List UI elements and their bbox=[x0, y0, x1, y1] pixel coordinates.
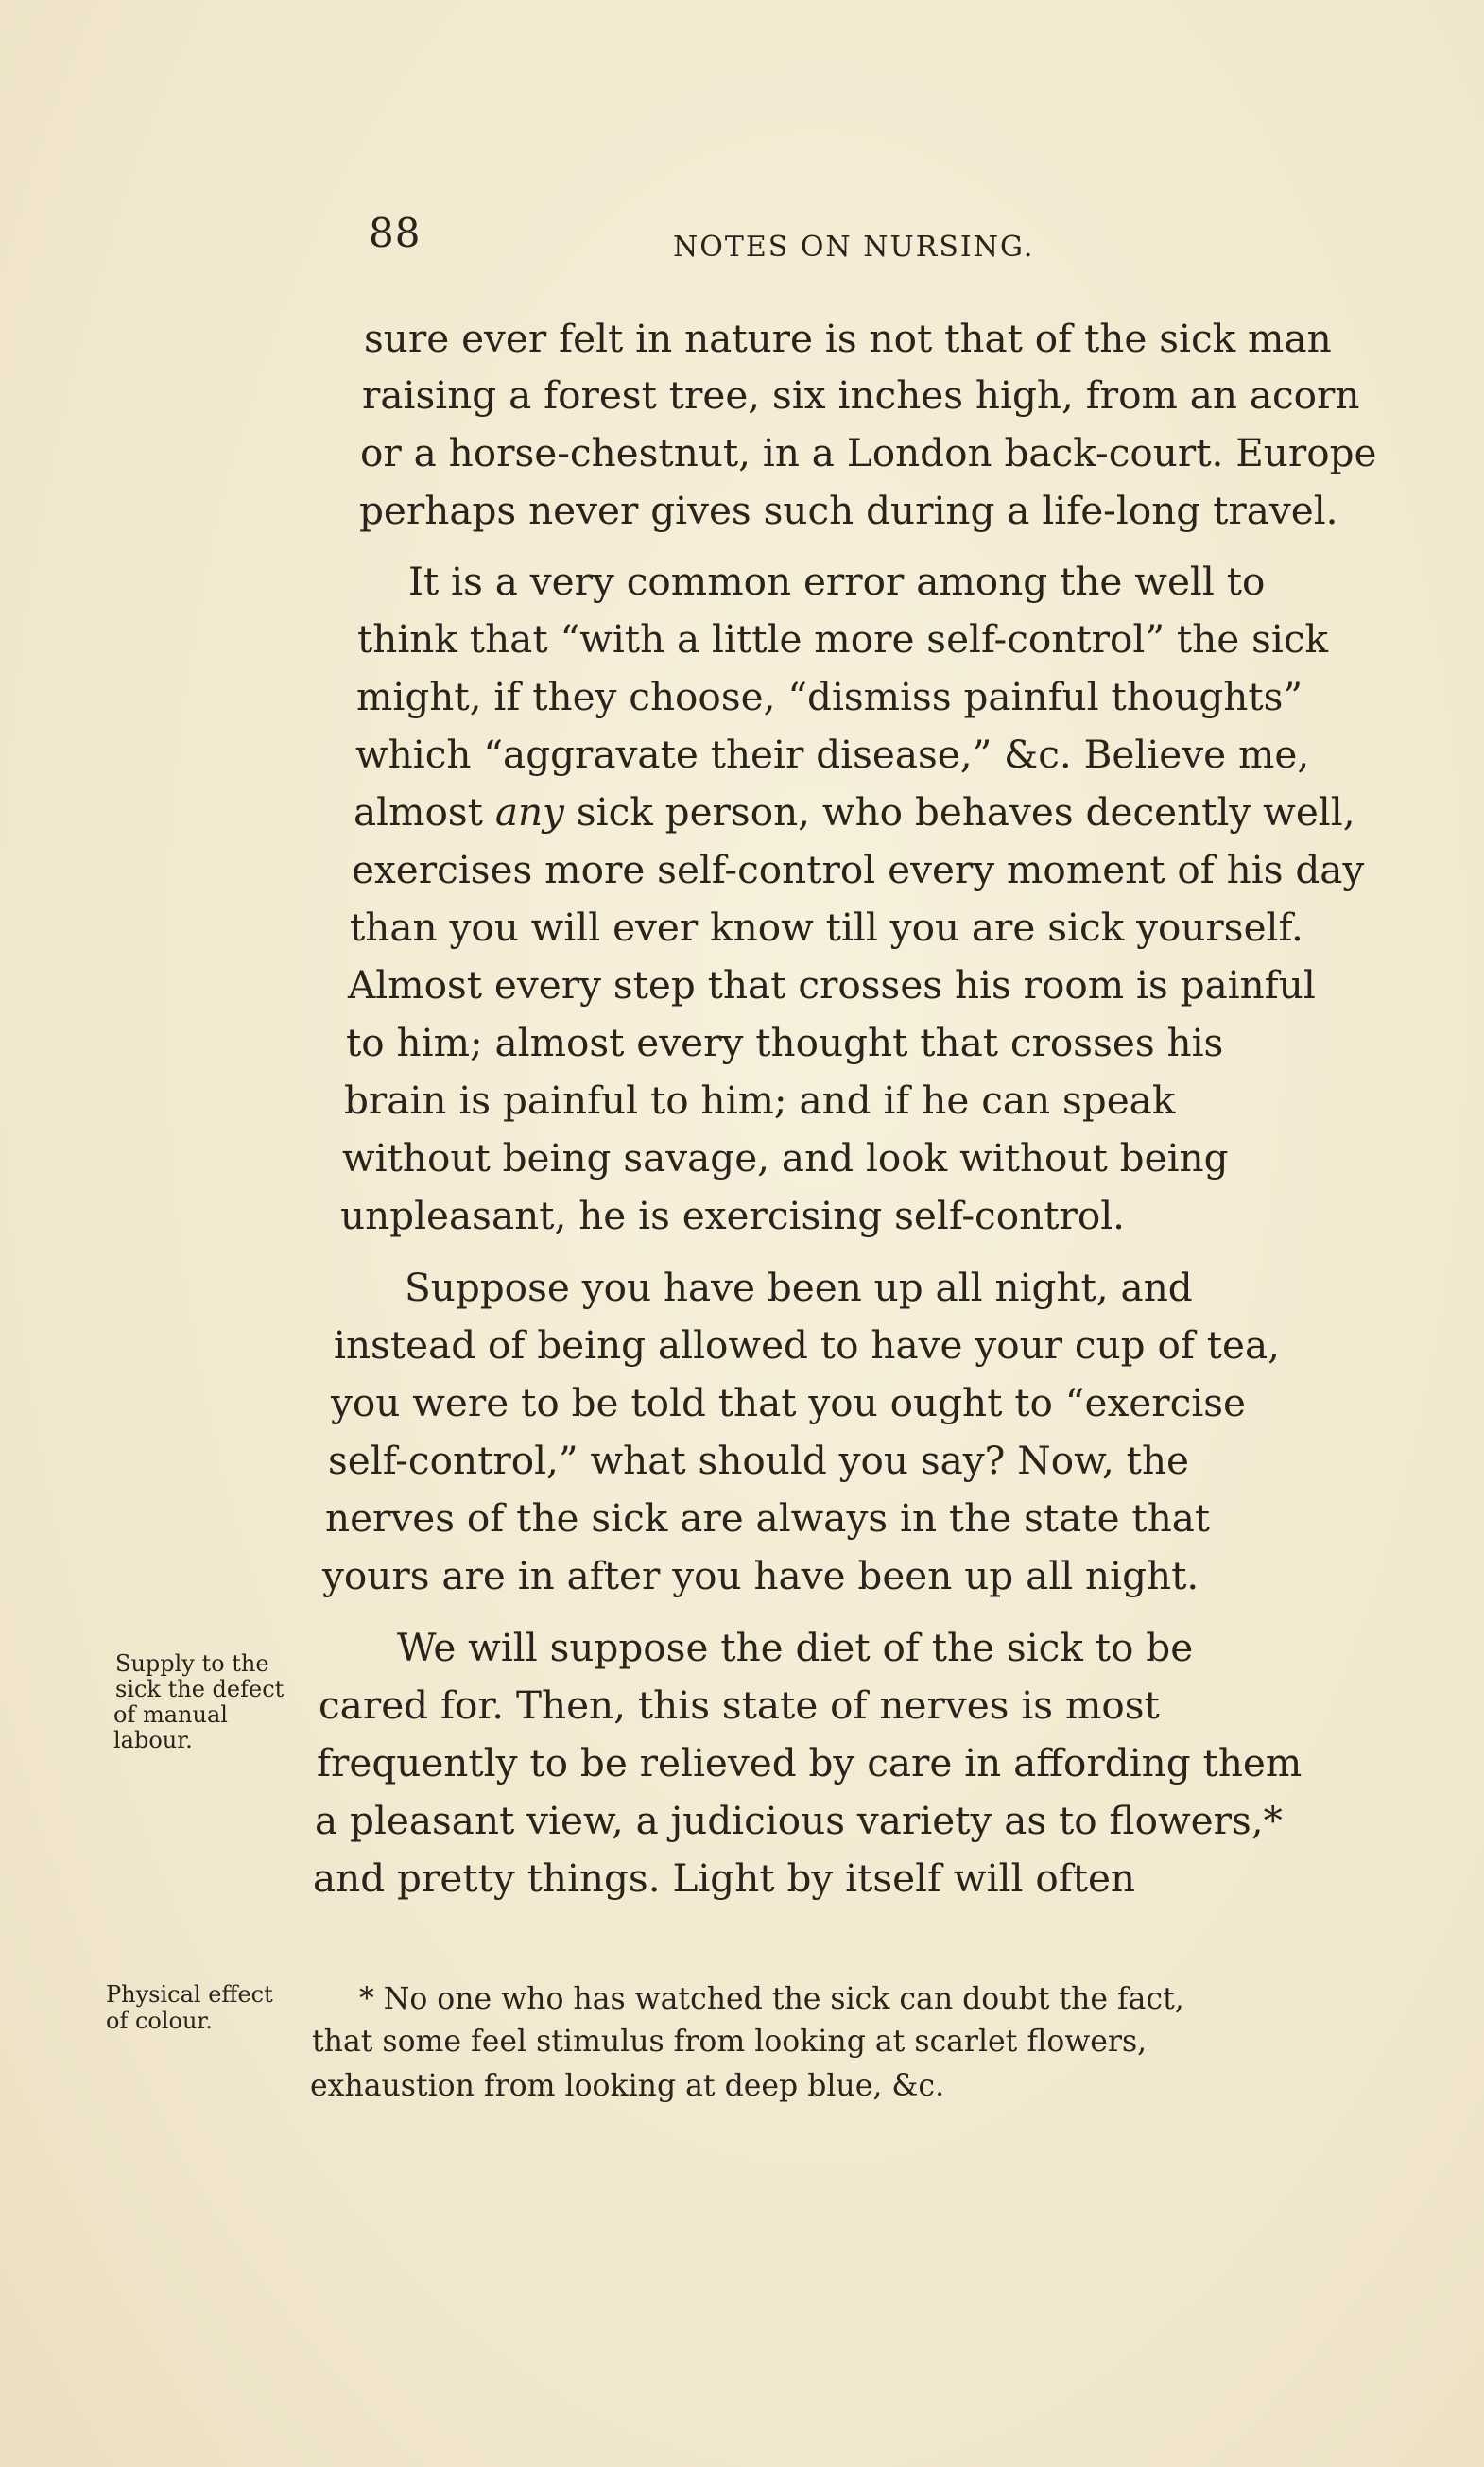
running-title: NOTES ON NURSING. bbox=[673, 231, 1035, 264]
body-line: cared for. Then, this state of nerves is most bbox=[319, 1682, 1160, 1728]
body-line: perhaps never gives such during a life-long travel. bbox=[359, 488, 1338, 533]
body-line: brain is painful to him; and if he can speak bbox=[344, 1078, 1176, 1123]
body-line: to him; almost every thought that crosses his bbox=[346, 1020, 1224, 1065]
body-line: and pretty things. Light by itself will often bbox=[313, 1855, 1136, 1901]
body-line: Almost every step that crosses his room is painful bbox=[348, 962, 1316, 1008]
emphasis-text: any bbox=[494, 789, 564, 835]
body-line: without being savage, and look without being bbox=[342, 1135, 1229, 1181]
body-line: or a horse-chestnut, in a London back-court. Europe bbox=[360, 430, 1377, 475]
body-line: unpleasant, he is exercising self-control. bbox=[340, 1193, 1126, 1238]
body-line: self-control,” what should you say? Now, the bbox=[328, 1438, 1190, 1483]
body-line: which “aggravate their disease,” &c. Believe me, bbox=[355, 732, 1310, 777]
body-line: Suppose you have been up all night, and bbox=[405, 1265, 1193, 1310]
body-line: than you will ever know till you are sick yourself. bbox=[350, 905, 1303, 950]
body-line: sure ever felt in nature is not that of the sick man bbox=[364, 316, 1332, 361]
page-header bbox=[369, 210, 1068, 267]
body-line: exercises more self-control every moment of his day bbox=[352, 847, 1365, 892]
body-line: might, if they choose, “dismiss painful thoughts” bbox=[356, 674, 1303, 719]
sidenote-line: of manual bbox=[113, 1701, 228, 1728]
body-line: raising a forest tree, six inches high, from an acorn bbox=[362, 372, 1360, 418]
sidenote-line: Physical effect bbox=[106, 1981, 273, 2008]
footnote-line: that some feel stimulus from looking at scarlet flowers, bbox=[312, 2025, 1148, 2059]
sidenote-line: labour. bbox=[113, 1727, 193, 1753]
page-number: 88 bbox=[369, 210, 422, 256]
body-line: think that “with a little more self-control” the sick bbox=[357, 616, 1329, 662]
body-line bbox=[354, 789, 1355, 835]
sidenote-line: of colour. bbox=[106, 2008, 213, 2034]
footnote-line: * No one who has watched the sick can doubt the fact, bbox=[359, 1982, 1184, 2016]
body-line: nerves of the sick are always in the state that bbox=[325, 1495, 1211, 1541]
sidenote-line: Supply to the bbox=[115, 1650, 269, 1677]
body-line: you were to be told that you ought to “exercise bbox=[331, 1380, 1247, 1425]
body-line: We will suppose the diet of the sick to be bbox=[397, 1625, 1194, 1670]
body-line: a pleasant view, a judicious variety as to flowers,* bbox=[315, 1798, 1283, 1843]
footnote-line: exhaustion from looking at deep blue, &c. bbox=[310, 2069, 945, 2103]
body-line: yours are in after you have been up all night. bbox=[322, 1553, 1199, 1598]
body-text-segment: sick person, who behaves decently well, bbox=[576, 789, 1355, 835]
body-line: frequently to be relieved by care in affording them bbox=[317, 1740, 1303, 1786]
sidenote-line: sick the defect bbox=[115, 1676, 285, 1702]
body-text-segment: almost bbox=[354, 789, 483, 835]
body-line: instead of being allowed to have your cup of tea, bbox=[334, 1322, 1280, 1368]
body-line: It is a very common error among the well to bbox=[408, 559, 1266, 604]
